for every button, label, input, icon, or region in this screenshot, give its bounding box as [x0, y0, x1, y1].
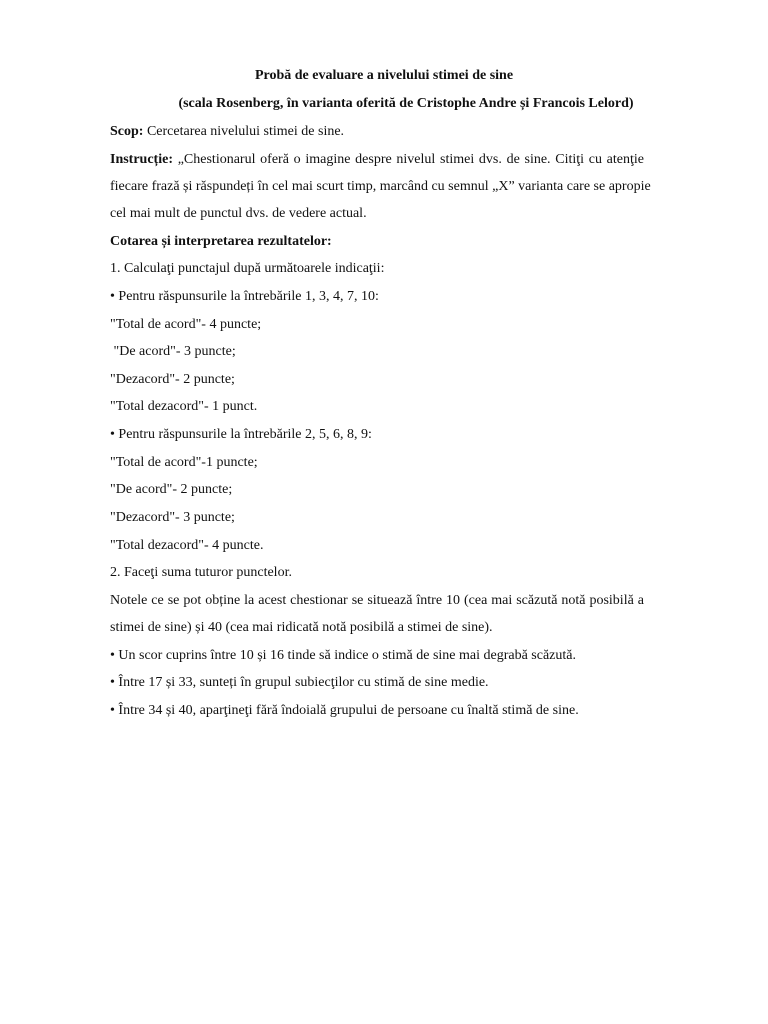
- instruction-line-1: [110, 151, 644, 169]
- interpretation-item: • Între 17 și 33, sunteți în grupul subiecţilor cu stimă de sine medie.: [110, 675, 489, 690]
- group-1-item: "Total de acord"- 4 puncte;: [110, 317, 262, 332]
- group-1-item: "De acord"- 3 puncte;: [110, 344, 236, 359]
- scoring-heading: Cotarea și interpretarea rezultatelor:: [110, 234, 332, 249]
- group-1-intro: • Pentru răspunsurile la întrebările 1, 3, 4, 7, 10:: [110, 289, 379, 304]
- step-2: 2. Faceţi suma tuturor punctelor.: [110, 565, 292, 580]
- scope-text: Cercetarea nivelului stimei de sine.: [143, 124, 345, 139]
- group-1-item: "Dezacord"- 2 puncte;: [110, 372, 235, 387]
- interpretation-item: • Un scor cuprins între 10 și 16 tinde să indice o stimă de sine mai degrabă scăzută.: [110, 648, 576, 663]
- instruction-line-3: cel mai mult de punctul dvs. de vedere actual.: [110, 206, 367, 221]
- group-2-item: "De acord"- 2 puncte;: [110, 482, 233, 497]
- group-2-item: "Dezacord"- 3 puncte;: [110, 510, 235, 525]
- scope-paragraph: [110, 123, 344, 141]
- group-2-item: "Total dezacord"- 4 puncte.: [110, 538, 264, 553]
- instruction-line-2: fiecare frază și răspundeți în cel mai scurt timp, marcând cu semnul „X” varianta care se apropie: [110, 179, 651, 194]
- notes-line-2: stimei de sine) și 40 (cea mai ridicată notă posibilă a stimei de sine).: [110, 620, 493, 635]
- step-1: 1. Calculaţi punctajul după următoarele indicaţii:: [110, 261, 385, 276]
- group-2-intro: • Pentru răspunsurile la întrebările 2, 5, 6, 8, 9:: [110, 427, 372, 442]
- instruction-label: Instrucție:: [110, 152, 173, 167]
- notes-line-1: Notele ce se pot obține la acest chestionar se situează între 10 (cea mai scăzută notă posibilă a: [110, 593, 644, 608]
- group-1-item: "Total dezacord"- 1 punct.: [110, 399, 258, 414]
- scope-label: Scop:: [110, 124, 144, 139]
- document-title: Probă de evaluare a nivelului stimei de sine: [254, 68, 514, 83]
- interpretation-item: • Între 34 și 40, aparţineţi fără îndoială grupului de persoane cu înaltă stimă de sine.: [110, 703, 579, 718]
- group-2-item: "Total de acord"-1 puncte;: [110, 455, 258, 470]
- document-subtitle: (scala Rosenberg, în varianta oferită de Cristophe Andre și Francois Lelord): [178, 96, 634, 111]
- instruction-text-1: „Chestionarul oferă o imagine despre nivelul stimei dvs. de sine. Citiţi cu atenţie: [173, 152, 644, 167]
